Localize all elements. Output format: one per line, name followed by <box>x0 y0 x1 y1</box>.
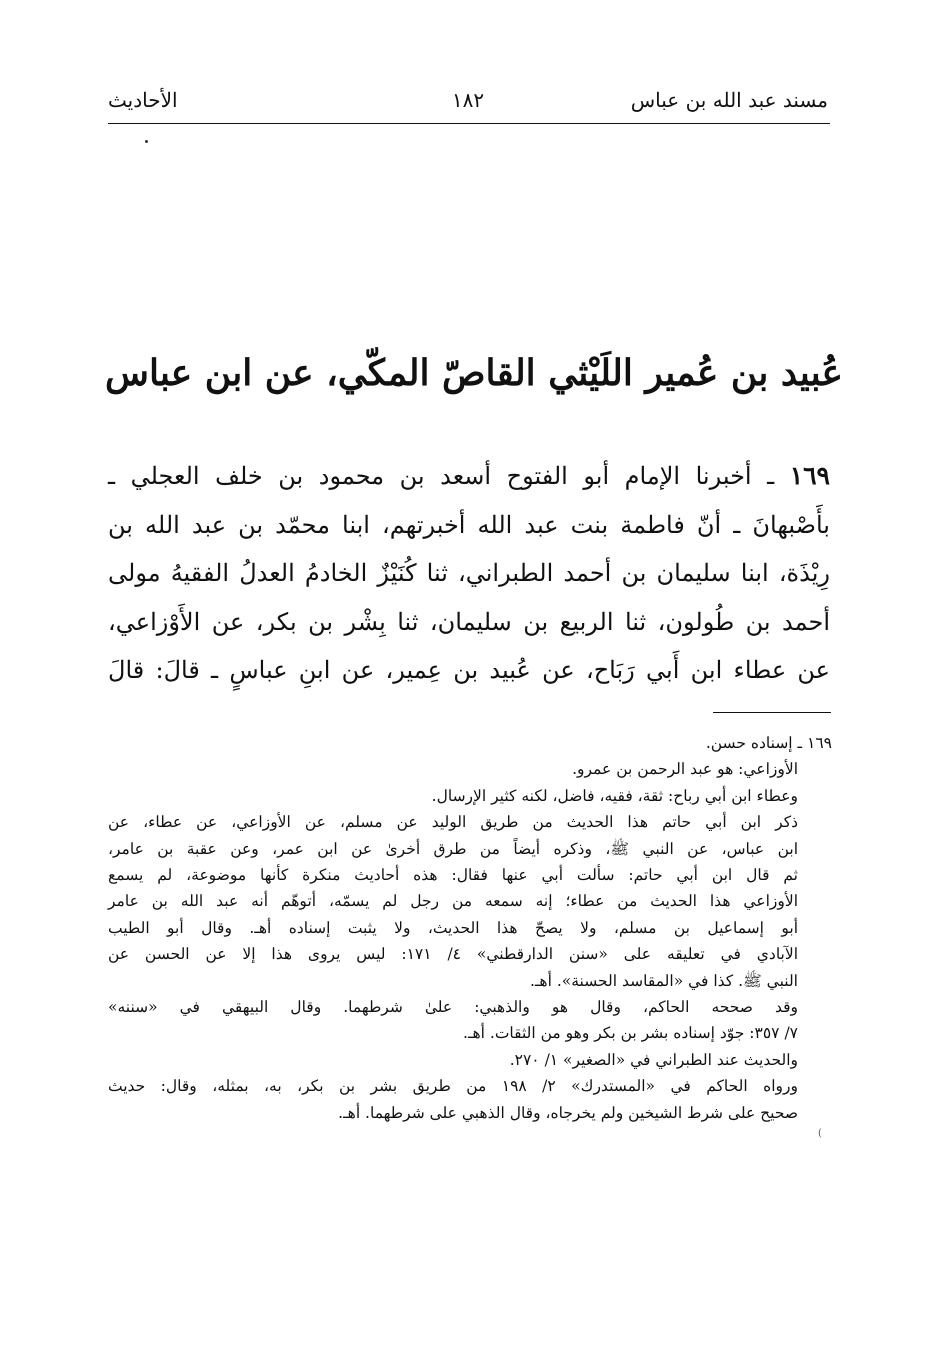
footnote-line: ١٦٩ ـ إسناده حسن. <box>705 734 832 752</box>
footnote-line: وقد صححه الحاكم، وقال هو والذهبي: علىٰ شرطهما. وقال البيهقي في «سننه» <box>108 998 798 1017</box>
stray-mark <box>145 140 148 143</box>
header-book-title: مسند عبد الله بن عباس <box>630 88 828 112</box>
hadith-line-1 <box>108 452 830 501</box>
hadith-line-2: بأَصْبهانَ ـ أنّ فاطمة بنت عبد الله أخبرتهم، ابنا محمّد بن عبد الله بن <box>108 510 830 539</box>
footnote-line: النبي ﷺ. كذا في «المقاسد الحسنة». أهـ. <box>529 971 798 990</box>
footnotes <box>108 730 832 1126</box>
header-section-title: الأحاديث <box>108 88 178 112</box>
hadith-text <box>108 452 830 695</box>
header-rule <box>108 123 830 124</box>
footnote-line: أبو إسماعيل بن مسلم، ولا يصحّ هذا الحديث، ولا يثبت إسناده أهـ. وقال أبو الطيب <box>108 918 798 937</box>
hadith-line-3: رِيْذَة، ابنا سليمان بن أحمد الطبراني، ثنا كُنَيْزٌ الخادمُ العدلُ الفقيهُ مولى <box>108 559 830 587</box>
hadith-number: ١٦٩ <box>789 461 830 490</box>
hadith-line-4: أحمد بن طُولون، ثنا الربيع بن سليمان، ثنا بِشْر بن بكر، عن الأَوْزاعي، <box>108 607 830 636</box>
footnote-line: ٧/ ٣٥٧: جوّد إسناده بشر بن بكر وهو من الثقات. أهـ. <box>463 1024 798 1043</box>
footnote-line: الأوزاعي: هو عبد الرحمن بن عمرو. <box>572 760 798 779</box>
footnote-line: وعطاء ابن أبي رباح: ثقة، فقيه، فاضل، لكنه كثير الإرسال. <box>431 786 798 805</box>
footnote-line: والحديث عند الطبراني في «الصغير» ١/ ٢٧٠. <box>509 1050 798 1069</box>
footnote-rule <box>713 712 831 713</box>
chapter-title: عُبيد بن عُمير اللَيْثي القاصّ المكّي، عن ابن عباس <box>105 352 843 394</box>
footnote-line: ورواه الحاكم في «المستدرك» ٢/ ١٩٨ من طريق بشر بن بكر، به، بمثله، وقال: حديث <box>108 1077 799 1096</box>
footnote-line: ابن عباس، عن النبي ﷺ، وذكره أيضاً من طرق أخرىٰ عن ابن عمر، وعن عقبة بن عامر، <box>108 839 798 858</box>
page-number: ١٨٢ <box>451 88 485 112</box>
margin-mark: ( <box>818 1128 822 1139</box>
footnote-line: ثم قال ابن أبي حاتم: سألت أبي عنها فقال: هذه أحاديث منكرة كأنها موضوعة، لم يسمع <box>108 866 798 885</box>
footnote-line: ذكر ابن أبي حاتم هذا الحديث من طريق الوليد عن مسلم، عن الأوزاعي، عن عطاء، عن <box>108 813 798 832</box>
hadith-line-5: عن عطاء ابن أَبي رَبَاح، عن عُبيد بن عِمير، عن ابنِ عباسٍ ـ قالَ: قالَ <box>108 656 830 684</box>
footnote-line: الأوزاعي هذا الحديث من عطاء؛ إنه سمعه من رجل لم يسمّه، أتوهّم أنه عبد الله بن عامر <box>108 892 798 911</box>
hadith-line-1-text: ـ أخبرنا الإمام أبو الفتوح أسعد بن محمود بن خلف العجلي ـ <box>108 462 775 490</box>
footnote-line: الآبادي في تعليقه على «سنن الدارقطني» ٤/ ١٧١: ليس يروى هذا إلا عن الحسن عن <box>108 945 799 964</box>
running-header <box>108 88 828 118</box>
footnote-line: صحيح على شرط الشيخين ولم يخرجاه، وقال الذهبي على شرطهما. أهـ. <box>338 1103 798 1122</box>
